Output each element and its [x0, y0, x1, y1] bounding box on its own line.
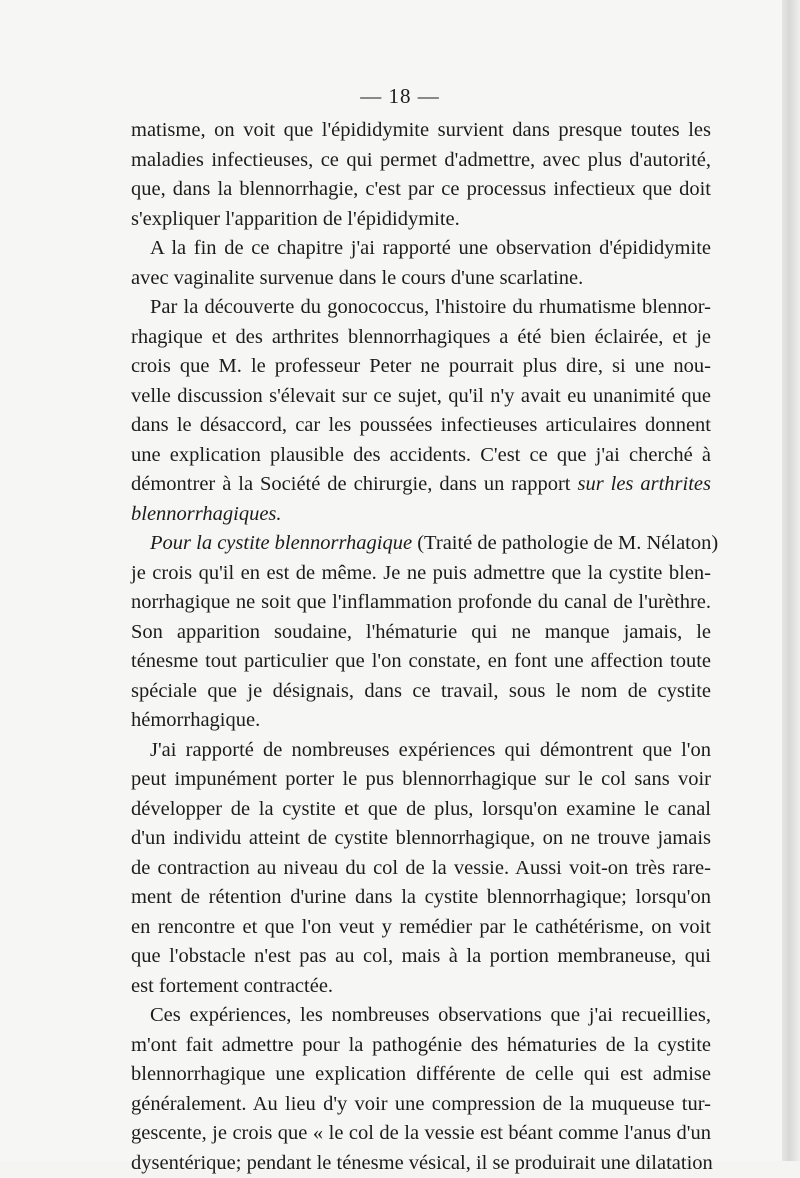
text-run: crois que M. le professeur Peter ne pourrait plus dire, si une nou- [131, 355, 711, 377]
text-run: J'ai rapporté de nombreuses expériences qui démontrent que l'on [150, 739, 711, 761]
text-run: Son apparition soudaine, l'hématurie qui ne manque jamais, le [131, 621, 711, 643]
text-line [131, 470, 711, 500]
text-run: maladies infectieuses, ce qui permet d'admettre, avec plus d'autorité, [131, 149, 711, 171]
text-run: blennorrhagique une explication différente de celle qui est admise [131, 1063, 711, 1085]
text-line [131, 795, 711, 825]
text-run: d'un individu atteint de cystite blennorrhagique, on ne trouve jamais [131, 827, 711, 849]
text-line [131, 1031, 711, 1061]
text-line [131, 913, 711, 943]
text-line [131, 618, 711, 648]
text-run: hémorrhagique. [131, 709, 260, 731]
page-number: — 18 — [0, 84, 800, 109]
text-run: dysentérique; pendant le ténesme vésical, il se produirait une dilatation [131, 1152, 713, 1174]
text-line [131, 1060, 711, 1090]
text-line [131, 559, 711, 589]
text-run: gescente, je crois que « le col de la vessie est béant comme l'anus d'un [131, 1122, 711, 1144]
text-line [131, 588, 711, 618]
italic-text-run: sur les arthrites [577, 473, 711, 495]
text-line [131, 972, 711, 1002]
text-line [131, 1119, 711, 1149]
text-line [131, 175, 711, 205]
text-run: spéciale que je désignais, dans ce travail, sous le nom de cystite [131, 680, 711, 702]
text-line [131, 677, 711, 707]
text-line [131, 205, 711, 235]
text-run: Par la découverte du gonococcus, l'histoire du rhumatisme blennor- [150, 296, 711, 318]
text-line [131, 736, 711, 766]
text-line [131, 647, 711, 677]
text-line [131, 382, 711, 412]
text-run: avec vaginalite survenue dans le cours d'une scarlatine. [131, 267, 583, 289]
text-line [131, 234, 711, 264]
text-run: norrhagique ne soit que l'inflammation profonde du canal de l'urèthre. [131, 591, 711, 613]
text-run: Ces expériences, les nombreuses observations que j'ai recueillies, [150, 1004, 711, 1026]
text-run: est fortement contractée. [131, 975, 333, 997]
text-run: que, dans la blennorrhagie, c'est par ce processus infectieux que doit [131, 178, 711, 200]
text-run: s'expliquer l'apparition de l'épididymite. [131, 208, 460, 230]
italic-text-run: blennorrhagiques. [131, 503, 282, 525]
text-run: matisme, on voit que l'épididymite survient dans presque toutes les [131, 119, 711, 141]
text-run: généralement. Au lieu d'y voir une compression de la muqueuse tur- [131, 1093, 711, 1115]
text-line [131, 323, 711, 353]
text-line [131, 293, 711, 323]
text-run: A la fin de ce chapitre j'ai rapporté une observation d'épididymite [150, 237, 711, 259]
text-run: une explication plausible des accidents. C'est ce que j'ai cherché à [131, 444, 711, 466]
text-run: m'ont fait admettre pour la pathogénie des hématuries de la cystite [131, 1034, 711, 1056]
text-run: que l'obstacle n'est pas au col, mais à la portion membraneuse, qui [131, 945, 711, 967]
text-run: démontrer à la Société de chirurgie, dans un rapport [131, 473, 577, 495]
text-line [131, 529, 711, 559]
page-edge-shadow [782, 0, 800, 1161]
text-line [131, 264, 711, 294]
text-line [131, 942, 711, 972]
text-run: (Traité de pathologie de M. Nélaton) [412, 532, 718, 554]
italic-text-run: Pour la cystite blennorrhagique [150, 532, 412, 554]
text-run: développer de la cystite et que de plus, lorsqu'on examine le canal [131, 798, 711, 820]
text-line [131, 441, 711, 471]
text-run: rhagique et des arthrites blennorrhagiques a été bien éclairée, et je [131, 326, 711, 348]
text-run: de contraction au niveau du col de la vessie. Aussi voit-on très rare- [131, 857, 711, 879]
text-run: velle discussion s'élevait sur ce sujet, qu'il n'y avait eu unanimité que [131, 385, 711, 407]
text-line [131, 1090, 711, 1120]
text-run: peut impunément porter le pus blennorrhagique sur le col sans voir [131, 768, 711, 790]
text-line [131, 500, 711, 530]
text-run: ténesme tout particulier que l'on constate, en font une affection toute [131, 650, 711, 672]
text-run: en rencontre et que l'on veut y remédier par le cathétérisme, on voit [131, 916, 711, 938]
text-line [131, 116, 711, 146]
text-run: dans le désaccord, car les poussées infectieuses articulaires donnent [131, 414, 711, 436]
text-line [131, 883, 711, 913]
text-run: ment de rétention d'urine dans la cystite blennorrhagique; lorsqu'on [131, 886, 711, 908]
text-line [131, 146, 711, 176]
text-line [131, 352, 711, 382]
text-run: je crois qu'il en est de même. Je ne puis admettre que la cystite blen- [131, 562, 711, 584]
text-line [131, 706, 711, 736]
text-line [131, 1149, 711, 1178]
text-line [131, 1001, 711, 1031]
text-line [131, 854, 711, 884]
body-text [131, 116, 711, 1178]
text-line [131, 824, 711, 854]
text-line [131, 765, 711, 795]
text-line [131, 411, 711, 441]
